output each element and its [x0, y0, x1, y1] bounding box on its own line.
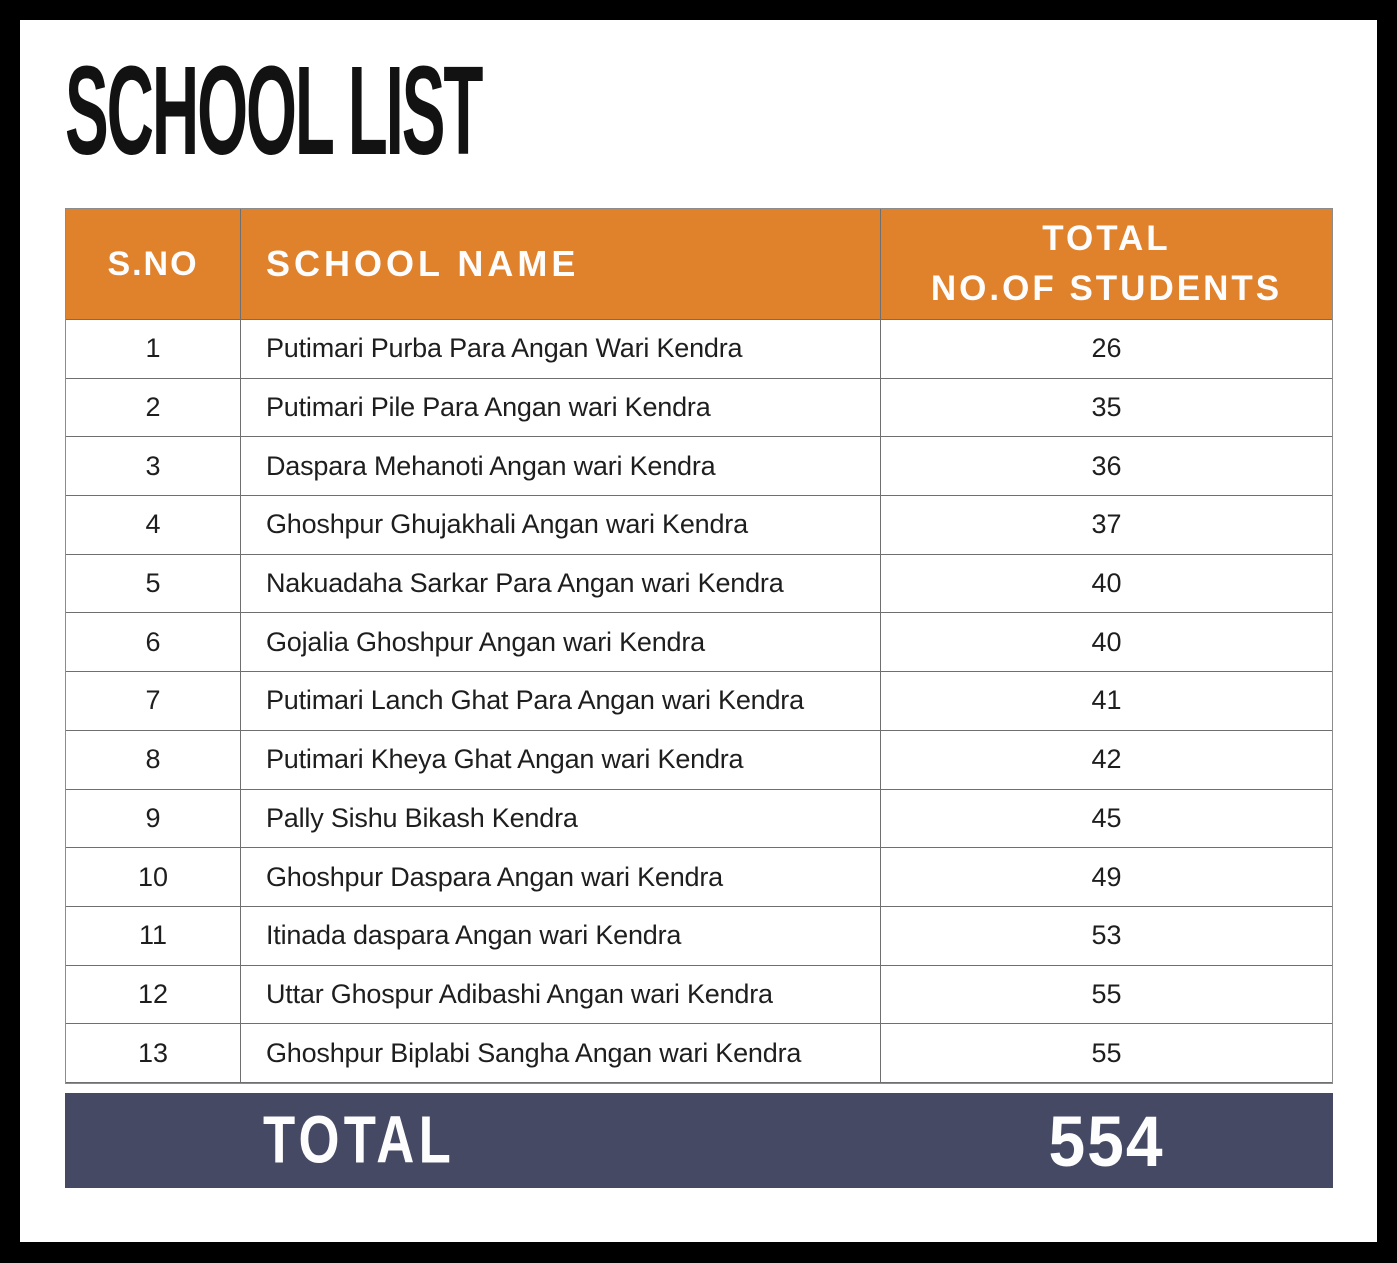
header-school-name: SCHOOL NAME — [241, 209, 881, 319]
row-sno: 11 — [66, 907, 241, 965]
header-total-students-line2: NO.OF STUDENTS — [930, 269, 1283, 308]
row-students: 37 — [1091, 509, 1122, 540]
row-sno: 4 — [66, 496, 241, 554]
row-students: 40 — [1091, 626, 1122, 657]
row-students: 45 — [1091, 802, 1122, 833]
row-school-name: Itinada daspara Angan wari Kendra — [241, 907, 881, 965]
school-table — [65, 208, 1333, 1084]
row-school-name: Uttar Ghospur Adibashi Angan wari Kendra — [241, 966, 881, 1024]
row-sno: 6 — [66, 613, 241, 671]
row-sno: 5 — [66, 555, 241, 613]
table-row — [66, 496, 1332, 555]
page-title: SCHOOL LIST — [65, 40, 482, 181]
row-students: 49 — [1091, 861, 1122, 892]
header-sno: S.NO — [66, 209, 241, 319]
header-total-students-line1: TOTAL — [1042, 219, 1171, 258]
row-students: 55 — [1091, 978, 1122, 1009]
row-students: 35 — [1091, 392, 1122, 423]
table-row — [66, 731, 1332, 790]
row-sno: 1 — [66, 320, 241, 378]
table-row — [66, 672, 1332, 731]
table-row — [66, 790, 1332, 849]
table-row — [66, 555, 1332, 614]
table-row — [66, 966, 1332, 1025]
row-sno: 8 — [66, 731, 241, 789]
row-school-name: Pally Sishu Bikash Kendra — [241, 790, 881, 848]
row-sno: 12 — [66, 966, 241, 1024]
sheet — [20, 20, 1377, 1242]
row-students: 42 — [1091, 744, 1122, 775]
row-school-name: Putimari Purba Para Angan Wari Kendra — [241, 320, 881, 378]
table-row — [66, 907, 1332, 966]
row-students: 26 — [1091, 333, 1122, 364]
row-school-name: Daspara Mehanoti Angan wari Kendra — [241, 437, 881, 495]
table-row — [66, 320, 1332, 379]
table-row — [66, 437, 1332, 496]
row-students: 55 — [1091, 1037, 1122, 1068]
table-body — [66, 320, 1332, 1083]
row-school-name: Nakuadaha Sarkar Para Angan wari Kendra — [241, 555, 881, 613]
table-row — [66, 1024, 1332, 1083]
row-school-name: Putimari Kheya Ghat Angan wari Kendra — [241, 731, 881, 789]
row-students: 41 — [1091, 685, 1122, 716]
row-sno: 10 — [66, 848, 241, 906]
row-students: 53 — [1091, 920, 1122, 951]
row-sno: 2 — [66, 379, 241, 437]
row-students: 36 — [1091, 450, 1122, 481]
total-value: 554 — [1048, 1100, 1165, 1181]
row-students: 40 — [1091, 568, 1122, 599]
row-sno: 3 — [66, 437, 241, 495]
row-school-name: Putimari Pile Para Angan wari Kendra — [241, 379, 881, 437]
table-row — [66, 613, 1332, 672]
row-sno: 9 — [66, 790, 241, 848]
row-school-name: Ghoshpur Ghujakhali Angan wari Kendra — [241, 496, 881, 554]
table-row — [66, 848, 1332, 907]
row-school-name: Putimari Lanch Ghat Para Angan wari Kendra — [241, 672, 881, 730]
row-sno: 13 — [66, 1024, 241, 1082]
total-row — [65, 1093, 1333, 1188]
total-label: TOTAL — [263, 1103, 456, 1178]
table-row — [66, 379, 1332, 438]
table-header-row — [66, 209, 1332, 320]
row-school-name: Gojalia Ghoshpur Angan wari Kendra — [241, 613, 881, 671]
row-sno: 7 — [66, 672, 241, 730]
row-school-name: Ghoshpur Daspara Angan wari Kendra — [241, 848, 881, 906]
header-total-students — [881, 209, 1332, 319]
row-school-name: Ghoshpur Biplabi Sangha Angan wari Kendra — [241, 1024, 881, 1082]
